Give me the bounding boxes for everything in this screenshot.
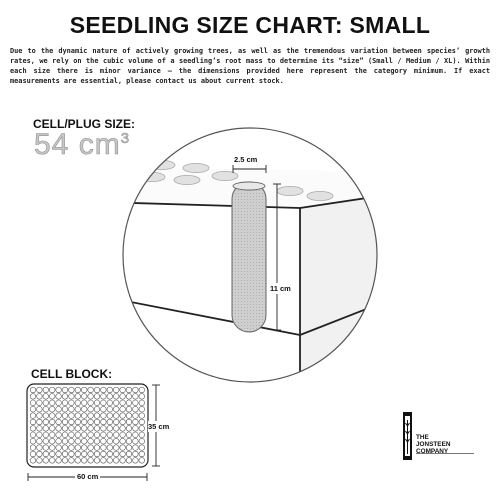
cell-block-hole — [101, 432, 107, 438]
cell-block-hole — [81, 419, 87, 425]
cell-block-hole — [75, 400, 81, 406]
cell-block-hole — [49, 458, 55, 464]
cell-block-hole — [126, 438, 132, 444]
cell-block-hole — [101, 438, 107, 444]
cell-block-hole — [56, 426, 62, 432]
cell-block-hole — [94, 438, 100, 444]
cell-block-hole — [113, 394, 119, 400]
cell-block-hole — [62, 419, 68, 425]
cell-block-hole — [81, 432, 87, 438]
cell-block-hole — [69, 445, 75, 451]
cell-block-hole — [75, 387, 81, 393]
cell-block-hole — [49, 400, 55, 406]
cell-block-hole — [120, 451, 126, 457]
cell-block-hole — [37, 419, 43, 425]
cell-block-hole — [107, 432, 113, 438]
cell-block-hole — [126, 387, 132, 393]
cell-block-hole — [69, 387, 75, 393]
cell-block-hole — [69, 406, 75, 412]
cell-block-hole — [126, 400, 132, 406]
cell-block-hole — [30, 419, 36, 425]
cell-block-hole — [30, 406, 36, 412]
cell-block-hole — [30, 445, 36, 451]
cell-block-hole — [62, 394, 68, 400]
cell-block-hole — [56, 419, 62, 425]
cell-block-hole — [43, 426, 49, 432]
cell-block-hole — [43, 432, 49, 438]
cell-block-hole — [126, 419, 132, 425]
cell-block-hole — [62, 387, 68, 393]
cell-block-hole — [133, 406, 139, 412]
cell-block-hole — [113, 426, 119, 432]
cell-block-hole — [113, 400, 119, 406]
cell-block-hole — [88, 426, 94, 432]
cell-block-hole — [43, 445, 49, 451]
cell-block-hole — [133, 438, 139, 444]
cell-block-hole — [30, 451, 36, 457]
cell-block-hole — [126, 458, 132, 464]
cell-block-hole — [69, 400, 75, 406]
cell-block-hole — [139, 438, 145, 444]
cell-block-hole — [94, 426, 100, 432]
cell-block-hole — [43, 419, 49, 425]
cell-block-hole — [101, 426, 107, 432]
cell-block-hole — [81, 426, 87, 432]
cell-block-hole — [139, 419, 145, 425]
cell-block-hole — [75, 451, 81, 457]
cell-block-hole — [81, 438, 87, 444]
cell-block-hole — [107, 445, 113, 451]
cell-block-hole — [133, 458, 139, 464]
cell-block-hole — [88, 394, 94, 400]
cell-block-hole — [62, 432, 68, 438]
cell-block-hole — [69, 419, 75, 425]
cell-block-hole — [37, 458, 43, 464]
cell-block-hole — [49, 438, 55, 444]
plug-diameter-label: 2.5 cm — [234, 155, 258, 164]
cell-block-hole — [56, 400, 62, 406]
cell-block-hole — [62, 438, 68, 444]
company-name — [416, 434, 450, 455]
cell-block-hole — [120, 400, 126, 406]
cell-block-hole — [56, 451, 62, 457]
cell-block-hole — [113, 458, 119, 464]
cell-block-hole — [69, 451, 75, 457]
cell-block-hole — [139, 406, 145, 412]
cell-block-hole — [101, 394, 107, 400]
cell-block-hole — [62, 406, 68, 412]
cell-block-hole — [120, 387, 126, 393]
cell-block-hole — [120, 432, 126, 438]
cell-block-hole — [49, 413, 55, 419]
cell-block-hole — [43, 438, 49, 444]
cell-block-hole — [101, 451, 107, 457]
cell-block-hole — [113, 413, 119, 419]
cell-block-hole — [43, 451, 49, 457]
cell-block-hole — [107, 458, 113, 464]
cell-block-hole — [69, 438, 75, 444]
cell-block-hole — [37, 451, 43, 457]
cell-block-hole — [139, 451, 145, 457]
cell-block-hole — [56, 458, 62, 464]
cell-block-hole — [113, 432, 119, 438]
cell-block-hole — [81, 451, 87, 457]
cell-block-hole — [101, 445, 107, 451]
cell-block-hole — [49, 394, 55, 400]
cell-block-hole — [30, 426, 36, 432]
cell-block-hole — [101, 406, 107, 412]
cell-block-hole — [43, 400, 49, 406]
cell-block-hole — [56, 387, 62, 393]
cell-block-hole — [107, 394, 113, 400]
cell-block-hole — [49, 432, 55, 438]
cell-block-hole — [113, 451, 119, 457]
cell-block-hole — [133, 432, 139, 438]
cell-block-hole — [120, 406, 126, 412]
cell-block-hole — [120, 419, 126, 425]
cell-block-hole — [43, 406, 49, 412]
cell-block-hole — [133, 394, 139, 400]
plug-tube — [232, 182, 266, 332]
cell-block-hole — [56, 406, 62, 412]
cell-block-hole — [139, 387, 145, 393]
cell-block-hole — [81, 387, 87, 393]
cell-block-hole — [133, 419, 139, 425]
cell-block-hole — [56, 438, 62, 444]
block-height-label: 35 cm — [148, 422, 170, 431]
cell-block-hole — [75, 394, 81, 400]
cell-block-hole — [81, 406, 87, 412]
cell-block-hole — [113, 387, 119, 393]
cell-block-hole — [69, 432, 75, 438]
cell-block-hole — [43, 458, 49, 464]
cell-block-hole — [101, 413, 107, 419]
cell-block-hole — [56, 394, 62, 400]
cell-block-hole — [107, 451, 113, 457]
cell-block-hole — [88, 419, 94, 425]
cell-block-tray — [27, 384, 148, 467]
cell-block-hole — [88, 458, 94, 464]
cell-block-hole — [107, 400, 113, 406]
cell-block-hole — [133, 413, 139, 419]
cell-block-hole — [120, 413, 126, 419]
cell-block-hole — [30, 438, 36, 444]
cell-block-hole — [94, 432, 100, 438]
cell-block-hole — [75, 413, 81, 419]
cell-block-hole — [30, 387, 36, 393]
cell-block-hole — [107, 406, 113, 412]
cell-block-hole — [113, 419, 119, 425]
cell-block-hole — [30, 432, 36, 438]
cell-block-hole — [126, 426, 132, 432]
cell-block-hole — [94, 387, 100, 393]
cell-block-hole — [120, 426, 126, 432]
cell-block-hole — [94, 413, 100, 419]
cell-block-hole — [49, 406, 55, 412]
cell-block-hole — [75, 438, 81, 444]
cell-block-hole — [107, 426, 113, 432]
cell-block-hole — [126, 432, 132, 438]
cell-block-hole — [113, 445, 119, 451]
block-width-label: 60 cm — [77, 472, 99, 481]
cell-block-hole — [94, 419, 100, 425]
cell-block-hole — [94, 394, 100, 400]
cell-plug-volume: 54 cm — [34, 128, 121, 161]
cell-block-hole — [94, 458, 100, 464]
cell-block-hole — [133, 445, 139, 451]
cell-block-hole — [94, 445, 100, 451]
cell-block-hole — [75, 419, 81, 425]
cell-block-hole — [62, 458, 68, 464]
cell-block-hole — [88, 387, 94, 393]
cell-block-hole — [107, 387, 113, 393]
cell-block-hole — [126, 394, 132, 400]
cell-block-hole — [88, 445, 94, 451]
cell-block-hole — [133, 400, 139, 406]
cell-block-hole — [107, 438, 113, 444]
cell-block-hole — [37, 432, 43, 438]
cell-block-hole — [107, 413, 113, 419]
cell-block-hole — [43, 413, 49, 419]
cell-block-hole — [69, 458, 75, 464]
cell-block-hole — [56, 445, 62, 451]
cell-block-hole — [30, 394, 36, 400]
cell-block-hole — [94, 400, 100, 406]
cell-block-hole — [62, 400, 68, 406]
cell-block-hole — [120, 445, 126, 451]
intro-paragraph: Due to the dynamic nature of actively growing trees, as well as the tremendous variation between species’ growth rates, we rely on the cubic volume of a seedling’s root mass to determine its “size” (Small / Medium / XL). Within each size there is minor variance — the dimensions provided here represent the category minimum. If exact measurements are essential, please contact us about current stock. — [10, 47, 490, 85]
cell-block-hole — [81, 445, 87, 451]
cell-block-hole — [49, 387, 55, 393]
cell-block-hole — [88, 432, 94, 438]
cell-block-hole — [88, 406, 94, 412]
cell-block-hole — [113, 406, 119, 412]
cell-block-hole — [49, 451, 55, 457]
cell-block-hole — [81, 413, 87, 419]
cell-block-hole — [49, 445, 55, 451]
cell-block-hole — [139, 432, 145, 438]
cell-block-hole — [107, 419, 113, 425]
cell-block-hole — [133, 451, 139, 457]
cell-block-hole — [30, 400, 36, 406]
cell-block-hole — [88, 400, 94, 406]
cell-block-hole — [101, 387, 107, 393]
cell-block-hole — [139, 394, 145, 400]
cell-block-hole — [120, 438, 126, 444]
cubic-superscript: 3 — [120, 130, 131, 147]
cell-block-hole — [101, 458, 107, 464]
cell-block-hole — [62, 451, 68, 457]
cell-block-hole — [75, 426, 81, 432]
cell-block-hole — [43, 387, 49, 393]
cell-block-hole — [139, 458, 145, 464]
cell-block-hole — [94, 406, 100, 412]
cell-block-hole — [81, 458, 87, 464]
cell-block-hole — [75, 445, 81, 451]
cell-block-hole — [37, 438, 43, 444]
cell-block-hole — [62, 445, 68, 451]
cell-block-hole — [49, 419, 55, 425]
cell-block-hole — [94, 451, 100, 457]
cell-block-hole — [37, 426, 43, 432]
cell-block-hole — [88, 413, 94, 419]
cell-block-hole — [69, 413, 75, 419]
cell-block-hole — [126, 413, 132, 419]
cell-block-hole — [75, 432, 81, 438]
cell-block-hole — [133, 387, 139, 393]
cell-block-hole — [139, 445, 145, 451]
company-name-line1: THE — [416, 434, 429, 441]
page-title: SEEDLING SIZE CHART: SMALL — [69, 12, 431, 38]
cell-block-hole — [120, 458, 126, 464]
cell-block-label: CELL BLOCK: — [31, 367, 113, 381]
cell-block-hole — [88, 451, 94, 457]
cell-block-hole — [56, 413, 62, 419]
cell-block-hole — [37, 445, 43, 451]
cell-block-hole — [37, 406, 43, 412]
cell-block-hole — [81, 400, 87, 406]
cell-block-hole — [133, 426, 139, 432]
cell-block-hole — [43, 394, 49, 400]
cell-block-hole — [37, 394, 43, 400]
cell-plug-label: CELL/PLUG SIZE: — [33, 117, 135, 131]
cell-block-hole — [139, 426, 145, 432]
company-name-line3: COMPANY — [416, 448, 449, 455]
cell-block-hole — [101, 400, 107, 406]
plug-depth-label: 11 cm — [270, 284, 291, 293]
cell-block-hole — [139, 413, 145, 419]
cell-block-hole — [81, 394, 87, 400]
cell-block-hole — [139, 400, 145, 406]
cell-block-hole — [126, 451, 132, 457]
cell-block-hole — [49, 426, 55, 432]
cell-block-hole — [75, 458, 81, 464]
cell-block-hole — [30, 458, 36, 464]
cell-block-hole — [113, 438, 119, 444]
cell-block-hole — [120, 394, 126, 400]
cell-block-hole — [62, 413, 68, 419]
cell-block-hole — [37, 387, 43, 393]
cell-block-hole — [88, 438, 94, 444]
cell-block-hole — [126, 406, 132, 412]
cell-block-hole — [30, 413, 36, 419]
cell-block-hole — [69, 426, 75, 432]
cell-block-hole — [126, 445, 132, 451]
company-name-line2: JONSTEEN — [416, 441, 451, 448]
cell-block-hole — [75, 406, 81, 412]
cell-block-hole — [37, 413, 43, 419]
cell-block-hole — [62, 426, 68, 432]
cell-block-hole — [37, 400, 43, 406]
cell-block-hole — [101, 419, 107, 425]
cell-block-hole — [56, 432, 62, 438]
cell-block-hole — [69, 394, 75, 400]
